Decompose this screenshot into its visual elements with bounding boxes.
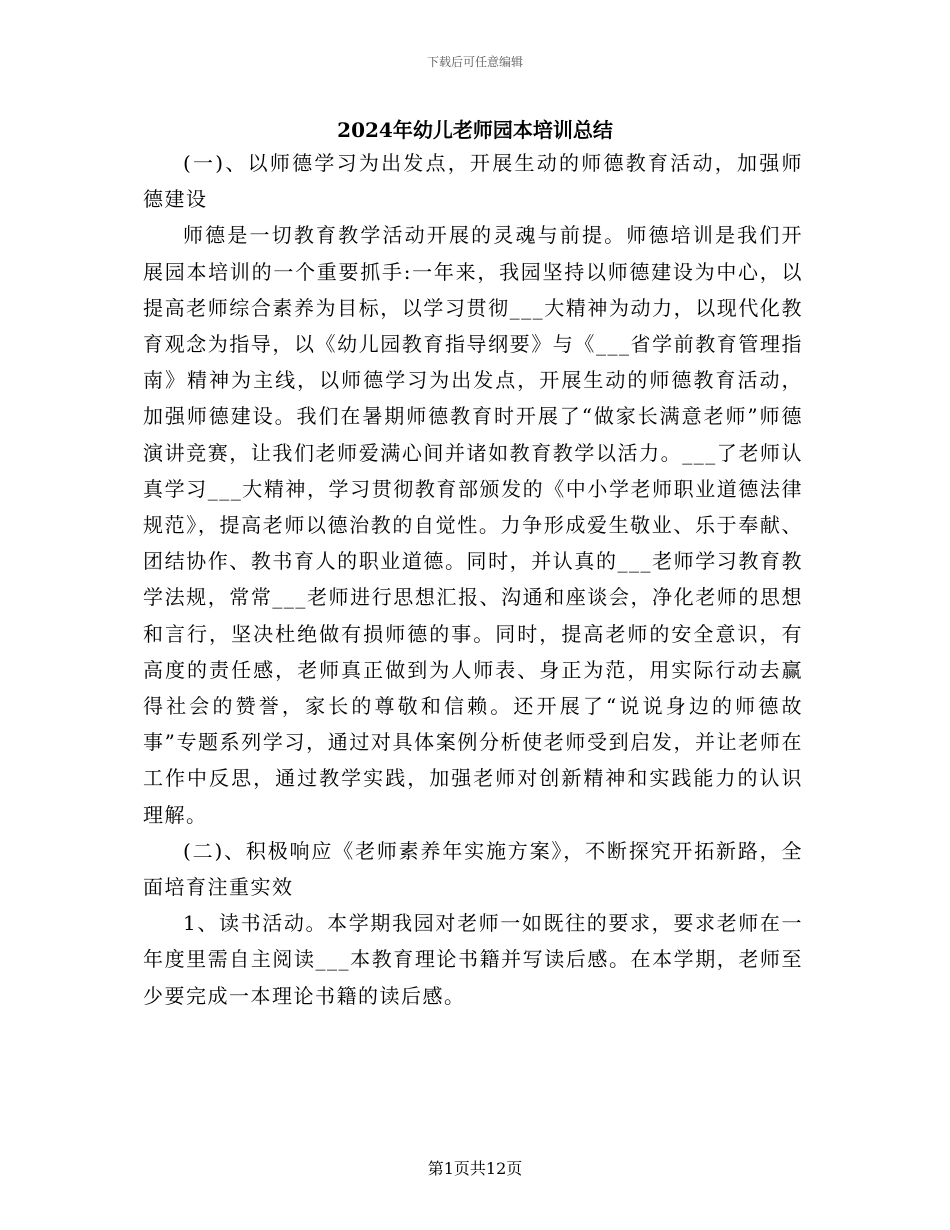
page-number: 第1页共12页 xyxy=(427,1159,523,1178)
body-paragraph: 1、读书活动。本学期我园对老师一如既往的要求，要求老师在一年度里需自主阅读___本教育理论书籍并写读后感。在本学期，老师至少要完成一本理论书籍的读后感。 xyxy=(143,911,803,1008)
section-heading-2: (二)、积极响应《老师素养年实施方案》，不断探究开拓新路，全面培育注重实效 xyxy=(143,838,803,900)
document-body xyxy=(143,145,803,1014)
body-paragraph: 师德是一切教育教学活动开展的灵魂与前提。师德培训是我们开展园本培训的一个重要抓手:一年来，我园坚持以师德建设为中心，以提高老师综合素养为目标，以学习贯彻___大精神为动力，以现代化教育观念为指导，以《幼儿园教育指导纲要》与《___省学前教育管理指南》精神为主线，以师德学习为出发点，开展生动的师德教育活动，加强师德建设。我们在暑期师德教育时开展了“做家长满意老师”师德演讲竞赛，让我们老师爱满心间并诸如教育教学以活力。___了老师认真学习___大精神，学习贯彻教育部颁发的《中小学老师职业道德法律规范》，提高老师以德治教的自觉性。力争形成爱生敬业、乐于奉献、团结协作、教书育人的职业道德。同时，并认真的___老师学习教育教学法规，常常___老师进行思想汇报、沟通和座谈会，净化老师的思想和言行，坚决杜绝做有损师德的事。同时，提高老师的安全意识，有高度的责任感，老师真正做到为人师表、身正为范，用实际行动去赢得社会的赞誉，家长的尊敬和信赖。还开展了“说说身边的师德故事”专题系列学习，通过对具体案例分析使老师受到启发，并让老师在工作中反思，通过教学实践，加强老师对创新精神和实践能力的认识理解。 xyxy=(143,223,803,827)
document-title: 2024年幼儿老师园本培训总结 xyxy=(337,118,613,142)
download-note: 下载后可任意编辑 xyxy=(426,55,523,69)
section-heading-1: (一)、以师德学习为出发点，开展生动的师德教育活动，加强师德建设 xyxy=(143,151,803,212)
